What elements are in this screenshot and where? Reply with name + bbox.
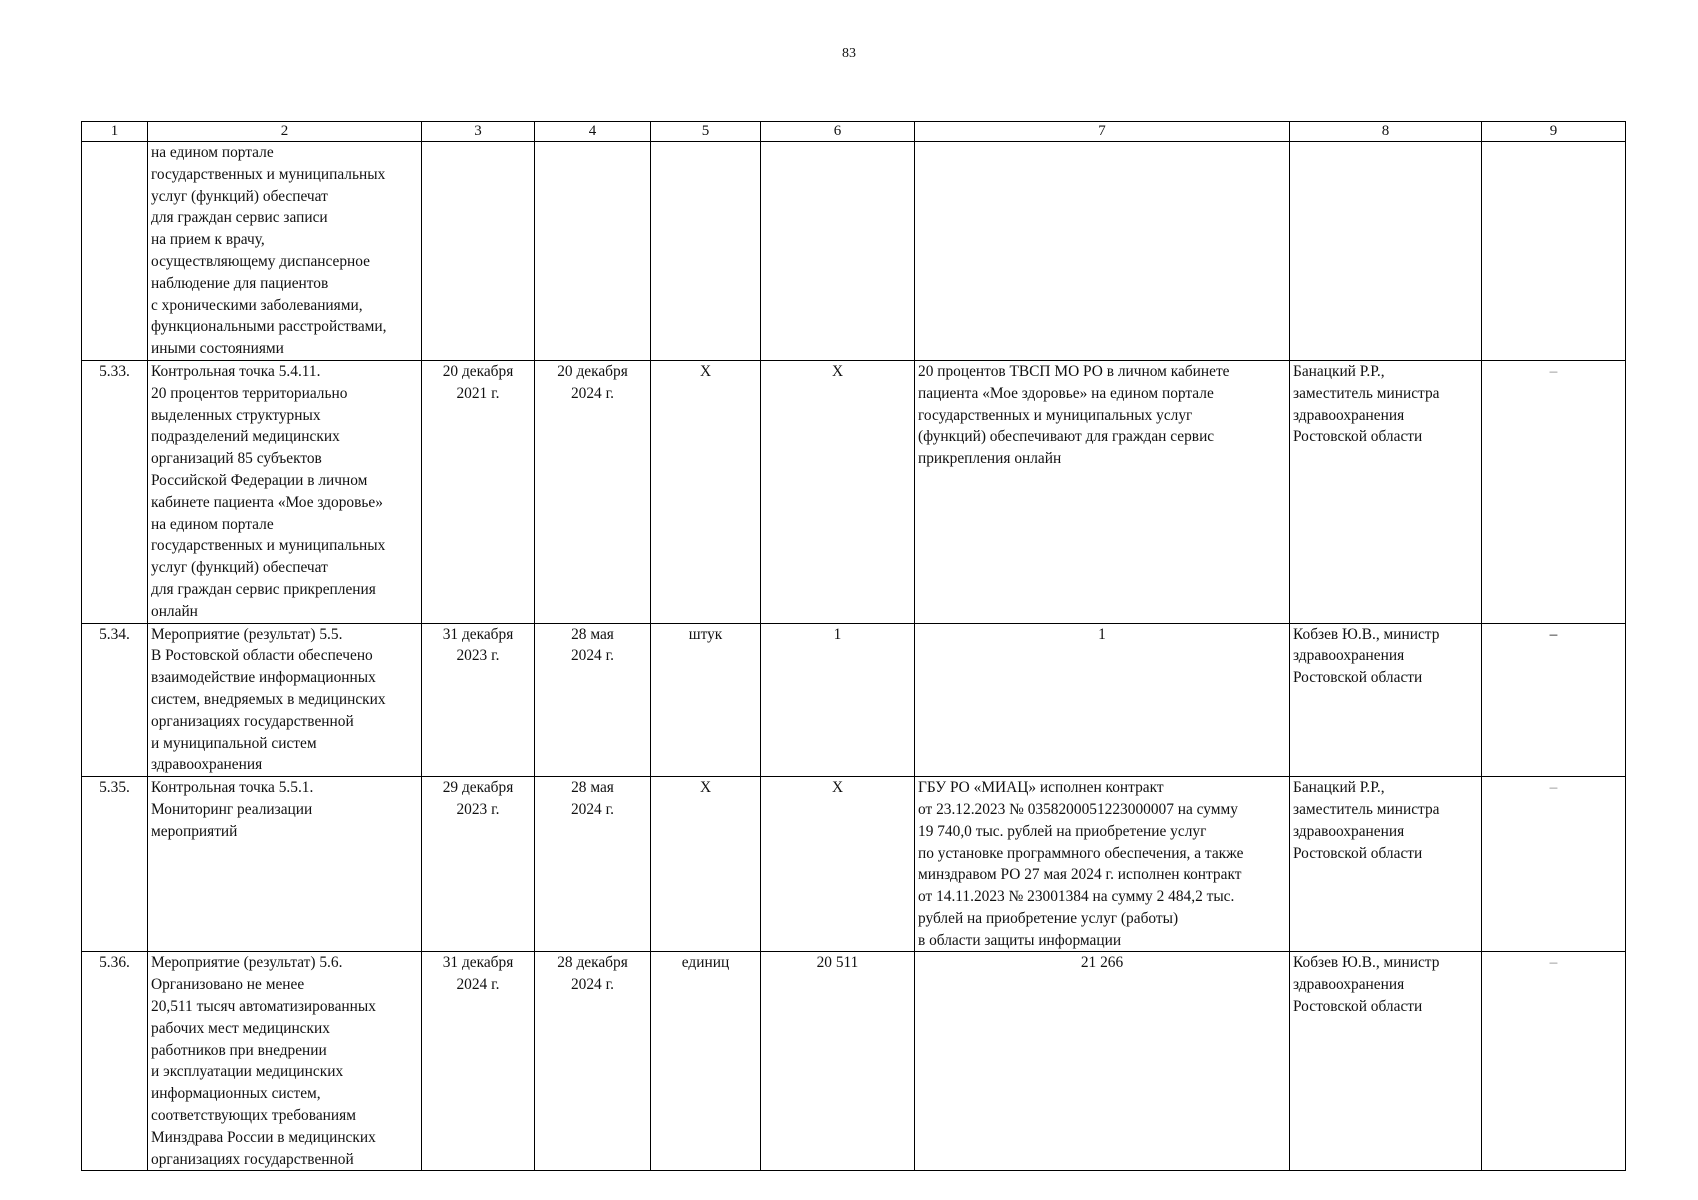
note-cell: – (1482, 952, 1626, 1171)
description-cell: на едином портале государственных и муниципальных услуг (функций) обеспечат для граждан сервис записи на прием к врачу, осуществляющему диспансерное наблюдение для пациентов с хроническими заболеваниями, функциональными расстройствами, иными состояниями (148, 142, 422, 361)
fact-cell (915, 142, 1290, 361)
column-header: 3 (422, 122, 535, 142)
start-date-cell: 31 декабря 2024 г. (422, 952, 535, 1171)
responsible-cell: Кобзев Ю.В., министр здравоохранения Ростовской области (1290, 952, 1482, 1171)
description-cell: Мероприятие (результат) 5.5. В Ростовской области обеспечено взаимодействие информационных систем, внедряемых в медицинских организациях государственной и муниципальной систем здравоохранения (148, 623, 422, 777)
note-cell: – (1482, 623, 1626, 777)
unit-cell: Х (651, 777, 761, 952)
responsible-cell: Банацкий Р.Р., заместитель министра здравоохранения Ростовской области (1290, 777, 1482, 952)
column-header: 4 (535, 122, 651, 142)
table-row-continuation (82, 142, 1626, 361)
responsible-cell: Банацкий Р.Р., заместитель министра здравоохранения Ростовской области (1290, 360, 1482, 623)
fact-cell: 21 266 (915, 952, 1290, 1171)
unit-cell: единиц (651, 952, 761, 1171)
column-header: 5 (651, 122, 761, 142)
column-header: 6 (761, 122, 915, 142)
note-cell: – (1482, 777, 1626, 952)
fact-cell: ГБУ РО «МИАЦ» исполнен контракт от 23.12.2023 № 0358200051223000007 на сумму 19 740,0 тыс. рублей на приобретение услуг по установке программного обеспечения, а также минздравом РО 27 мая 2024 г. исполнен контракт от 14.11.2023 № 23001384 на сумму 2 484,2 тыс. рублей на приобретение услуг (работы) в области защиты информации (915, 777, 1290, 952)
responsible-cell (1290, 142, 1482, 361)
row-number-cell: 5.34. (82, 623, 148, 777)
row-number-cell: 5.33. (82, 360, 148, 623)
column-header: 1 (82, 122, 148, 142)
end-date-cell (535, 142, 651, 361)
column-number-row (82, 122, 1626, 142)
start-date-cell: 31 декабря 2023 г. (422, 623, 535, 777)
table-row (82, 360, 1626, 623)
unit-cell (651, 142, 761, 361)
column-header: 2 (148, 122, 422, 142)
responsible-cell: Кобзев Ю.В., министр здравоохранения Ростовской области (1290, 623, 1482, 777)
unit-cell: штук (651, 623, 761, 777)
plan-value-cell: Х (761, 777, 915, 952)
table-row (82, 952, 1626, 1171)
end-date-cell: 28 декабря 2024 г. (535, 952, 651, 1171)
row-number-cell: 5.35. (82, 777, 148, 952)
start-date-cell: 20 декабря 2021 г. (422, 360, 535, 623)
start-date-cell: 29 декабря 2023 г. (422, 777, 535, 952)
column-header: 9 (1482, 122, 1626, 142)
report-table (81, 121, 1626, 1171)
table-row (82, 623, 1626, 777)
description-cell: Мероприятие (результат) 5.6. Организовано не менее 20,511 тысяч автоматизированных рабочих мест медицинских работников при внедрении и эксплуатации медицинских информационных систем, соответствующих требованиям Минздрава России в медицинских организациях государственной (148, 952, 422, 1171)
plan-value-cell (761, 142, 915, 361)
plan-value-cell: 1 (761, 623, 915, 777)
plan-value-cell: 20 511 (761, 952, 915, 1171)
row-number-cell: 5.36. (82, 952, 148, 1171)
description-cell: Контрольная точка 5.4.11. 20 процентов территориально выделенных структурных подразделений медицинских организаций 85 субъектов Российской Федерации в личном кабинете пациента «Мое здоровье» на едином портале государственных и муниципальных услуг (функций) обеспечат для граждан сервис прикрепления онлайн (148, 360, 422, 623)
end-date-cell: 20 декабря 2024 г. (535, 360, 651, 623)
end-date-cell: 28 мая 2024 г. (535, 623, 651, 777)
plan-value-cell: Х (761, 360, 915, 623)
unit-cell: Х (651, 360, 761, 623)
end-date-cell: 28 мая 2024 г. (535, 777, 651, 952)
fact-cell: 20 процентов ТВСП МО РО в личном кабинете пациента «Мое здоровье» на едином портале государственных и муниципальных услуг (функций) обеспечивают для граждан сервис прикрепления онлайн (915, 360, 1290, 623)
note-cell: – (1482, 360, 1626, 623)
note-cell (1482, 142, 1626, 361)
start-date-cell (422, 142, 535, 361)
column-header: 7 (915, 122, 1290, 142)
table-row (82, 777, 1626, 952)
column-header: 8 (1290, 122, 1482, 142)
row-number-cell (82, 142, 148, 361)
description-cell: Контрольная точка 5.5.1. Мониторинг реализации мероприятий (148, 777, 422, 952)
fact-cell: 1 (915, 623, 1290, 777)
page-number: 83 (842, 46, 856, 61)
